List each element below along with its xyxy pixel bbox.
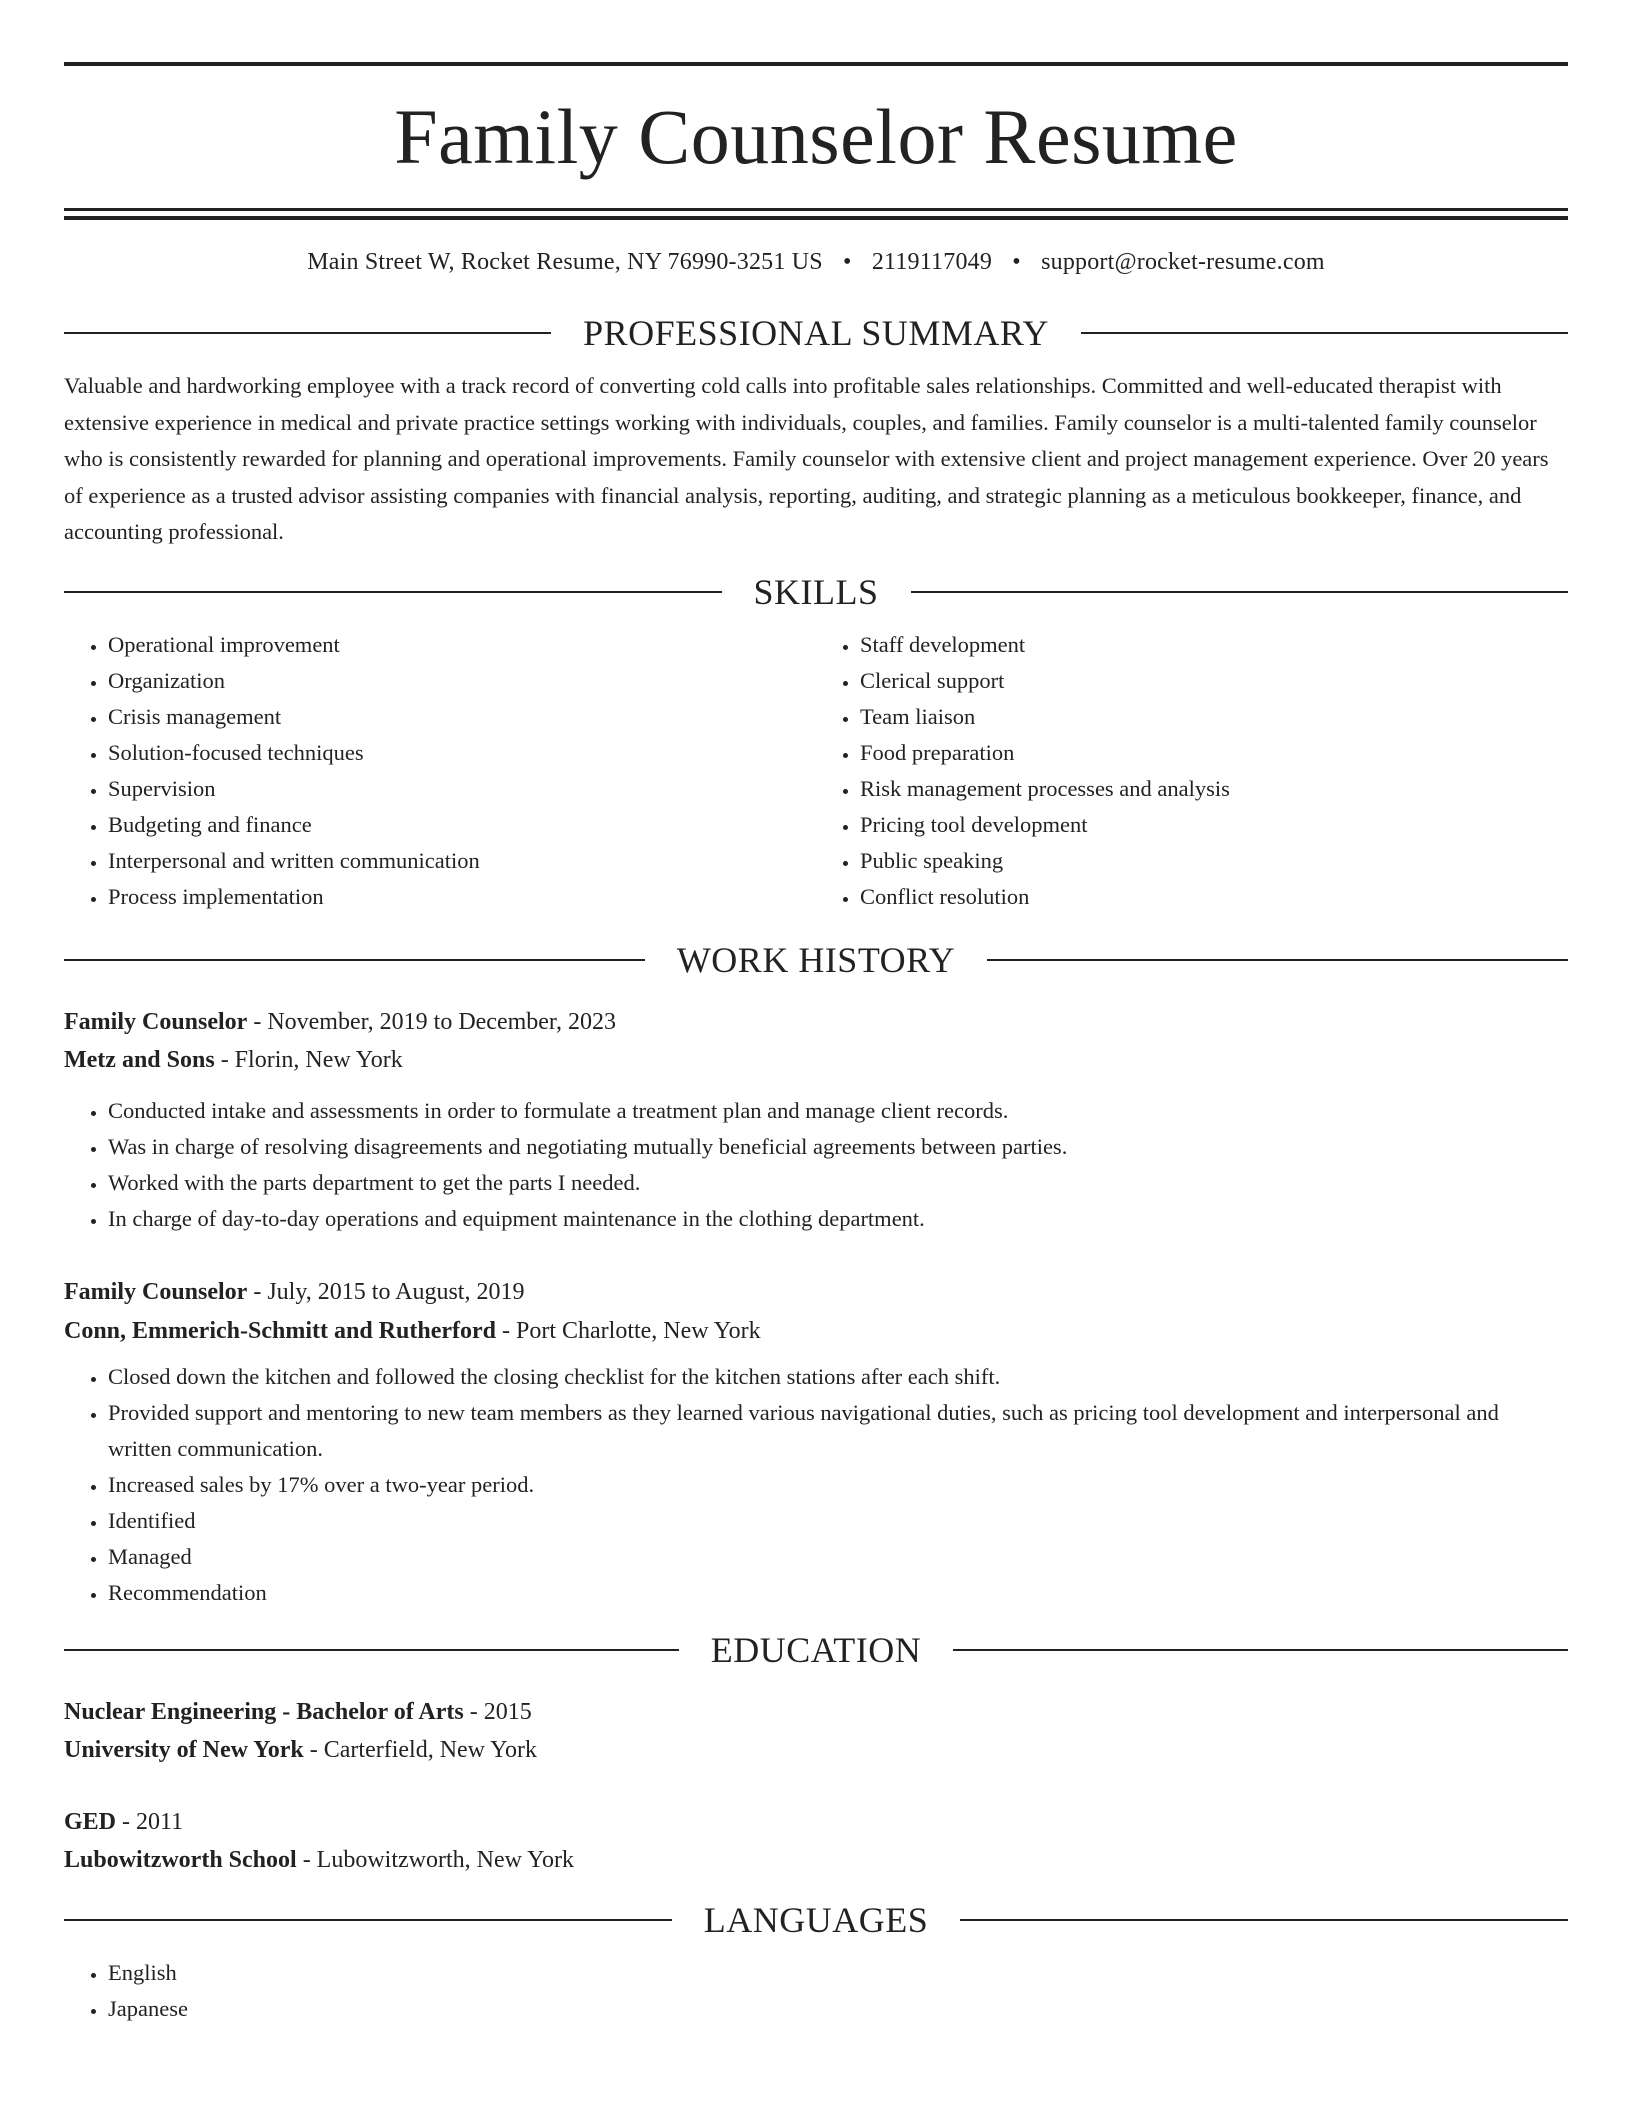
education-location: - Carterfield, New York: [303, 1736, 538, 1763]
skills-section-header: [64, 571, 1568, 613]
skill-item: • Budgeting and finance: [108, 807, 816, 843]
contact-separator: •: [1012, 249, 1021, 275]
section-rule-left: [64, 332, 551, 334]
job-bullet: • Conducted intake and assessments in order to formulate a treatment plan and manage client records.: [108, 1093, 1568, 1129]
skill-item: • Solution-focused techniques: [108, 735, 816, 771]
education-degree-line: [64, 1693, 1568, 1731]
work-entry: [64, 1003, 1568, 1237]
section-rule-right: [1081, 332, 1568, 334]
education-school: University of New York: [64, 1736, 304, 1763]
job-location: - Florin, New York: [214, 1046, 403, 1073]
skills-list: [64, 627, 1568, 915]
skill-item: • Organization: [108, 663, 816, 699]
job-bullet: • Managed: [108, 1539, 1568, 1575]
job-bullet: • Provided support and mentoring to new team members as they learned various navigational duties, such as pricing tool development and interpersonal and written communication.: [108, 1395, 1568, 1467]
skills-column-right: [816, 627, 1568, 915]
education-year: - 2011: [116, 1808, 184, 1835]
skill-item: • Interpersonal and written communication: [108, 843, 816, 879]
skill-item: • Risk management processes and analysis: [860, 771, 1568, 807]
education-section-header: [64, 1629, 1568, 1671]
section-rule-left: [64, 1919, 672, 1921]
skill-item: • Conflict resolution: [860, 879, 1568, 915]
skills-column-left: [64, 627, 816, 915]
skill-item: • Supervision: [108, 771, 816, 807]
education-entry: [64, 1803, 1568, 1879]
work-section-title: WORK HISTORY: [676, 939, 956, 980]
skill-item: • Public speaking: [860, 843, 1568, 879]
language-item: • English: [108, 1955, 1568, 1991]
job-title: Family Counselor: [64, 1008, 248, 1035]
skills-section-title: SKILLS: [753, 571, 879, 612]
job-title-line: [64, 1003, 1568, 1041]
work-section-header: [64, 939, 1568, 981]
section-rule-right: [911, 591, 1569, 593]
skill-item: • Staff development: [860, 627, 1568, 663]
education-degree: Nuclear Engineering - Bachelor of Arts: [64, 1698, 464, 1725]
job-dates: - July, 2015 to August, 2019: [247, 1278, 525, 1305]
job-dates: - November, 2019 to December, 2023: [247, 1008, 616, 1035]
education-entry: [64, 1693, 1568, 1769]
education-degree: GED: [64, 1808, 117, 1835]
education-year: - 2015: [463, 1698, 532, 1725]
section-rule-right: [953, 1649, 1568, 1651]
section-rule-left: [64, 591, 722, 593]
education-school-line: [64, 1731, 1568, 1769]
resume-title: Family Counselor Resume: [394, 93, 1238, 180]
skill-item: • Crisis management: [108, 699, 816, 735]
job-company: Conn, Emmerich-Schmitt and Rutherford: [64, 1317, 496, 1344]
job-bullets: [64, 1359, 1568, 1611]
education-location: - Lubowitzworth, New York: [296, 1846, 574, 1873]
resume-page: [64, 0, 1568, 2027]
contact-email: support@rocket-resume.com: [1041, 249, 1325, 275]
job-bullet: • Increased sales by 17% over a two-year period.: [108, 1467, 1568, 1503]
job-title: Family Counselor: [64, 1278, 248, 1305]
section-rule-left: [64, 1649, 679, 1651]
contact-line: [64, 249, 1568, 276]
job-bullet: • Recommendation: [108, 1575, 1568, 1611]
section-rule-left: [64, 959, 645, 961]
education-school: Lubowitzworth School: [64, 1846, 297, 1873]
job-company-line: [64, 1041, 1568, 1079]
languages-section-title: LANGUAGES: [703, 1899, 929, 1940]
section-rule-right: [987, 959, 1568, 961]
languages-list: [64, 1955, 1568, 2027]
job-title-line: [64, 1273, 1568, 1311]
summary-section-title: PROFESSIONAL SUMMARY: [583, 313, 1049, 353]
summary-section-header: [64, 312, 1568, 354]
job-location: - Port Charlotte, New York: [496, 1317, 761, 1344]
job-bullets: [64, 1093, 1568, 1237]
title-double-rule: [64, 208, 1568, 211]
education-degree-line: [64, 1803, 1568, 1841]
contact-address: Main Street W, Rocket Resume, NY 76990-3251 US: [307, 249, 823, 275]
job-bullet: • Was in charge of resolving disagreements and negotiating mutually beneficial agreements between parties.: [108, 1129, 1568, 1165]
language-item: • Japanese: [108, 1991, 1568, 2027]
skill-item: • Pricing tool development: [860, 807, 1568, 843]
contact-phone: 2119117049: [871, 249, 993, 275]
skill-item: • Operational improvement: [108, 627, 816, 663]
skill-item: • Team liaison: [860, 699, 1568, 735]
skill-item: • Clerical support: [860, 663, 1568, 699]
work-entry: [64, 1273, 1568, 1611]
section-rule-right: [960, 1919, 1568, 1921]
education-school-line: [64, 1841, 1568, 1879]
skill-item: • Food preparation: [860, 735, 1568, 771]
job-bullet: • Closed down the kitchen and followed the closing checklist for the kitchen stations after each shift.: [108, 1359, 1568, 1395]
summary-text: Valuable and hardworking employee with a track record of converting cold calls into profitable sales relationships. Committed and well-educated therapist with extensive experience in medical and private practice settings working with individuals, couples, and families. Family counselor is a multi-talented family counselor who is consistently rewarded for planning and operational improvements. Family counselor with extensive client and project management experience. Over 20 years of experience as a trusted advisor assisting companies with financial analysis, reporting, auditing, and strategic planning as a meticulous bookkeeper, finance, and accounting professional.: [64, 373, 1549, 544]
contact-separator: •: [843, 249, 852, 275]
job-bullet: • In charge of day-to-day operations and equipment maintenance in the clothing department.: [108, 1201, 1568, 1237]
skill-item: • Process implementation: [108, 879, 816, 915]
job-company-line: [64, 1311, 1568, 1351]
job-bullet: • Identified: [108, 1503, 1568, 1539]
education-section-title: EDUCATION: [710, 1629, 922, 1670]
job-bullet: • Worked with the parts department to get the parts I needed.: [108, 1165, 1568, 1201]
languages-section-header: [64, 1899, 1568, 1941]
job-company: Metz and Sons: [64, 1046, 215, 1073]
